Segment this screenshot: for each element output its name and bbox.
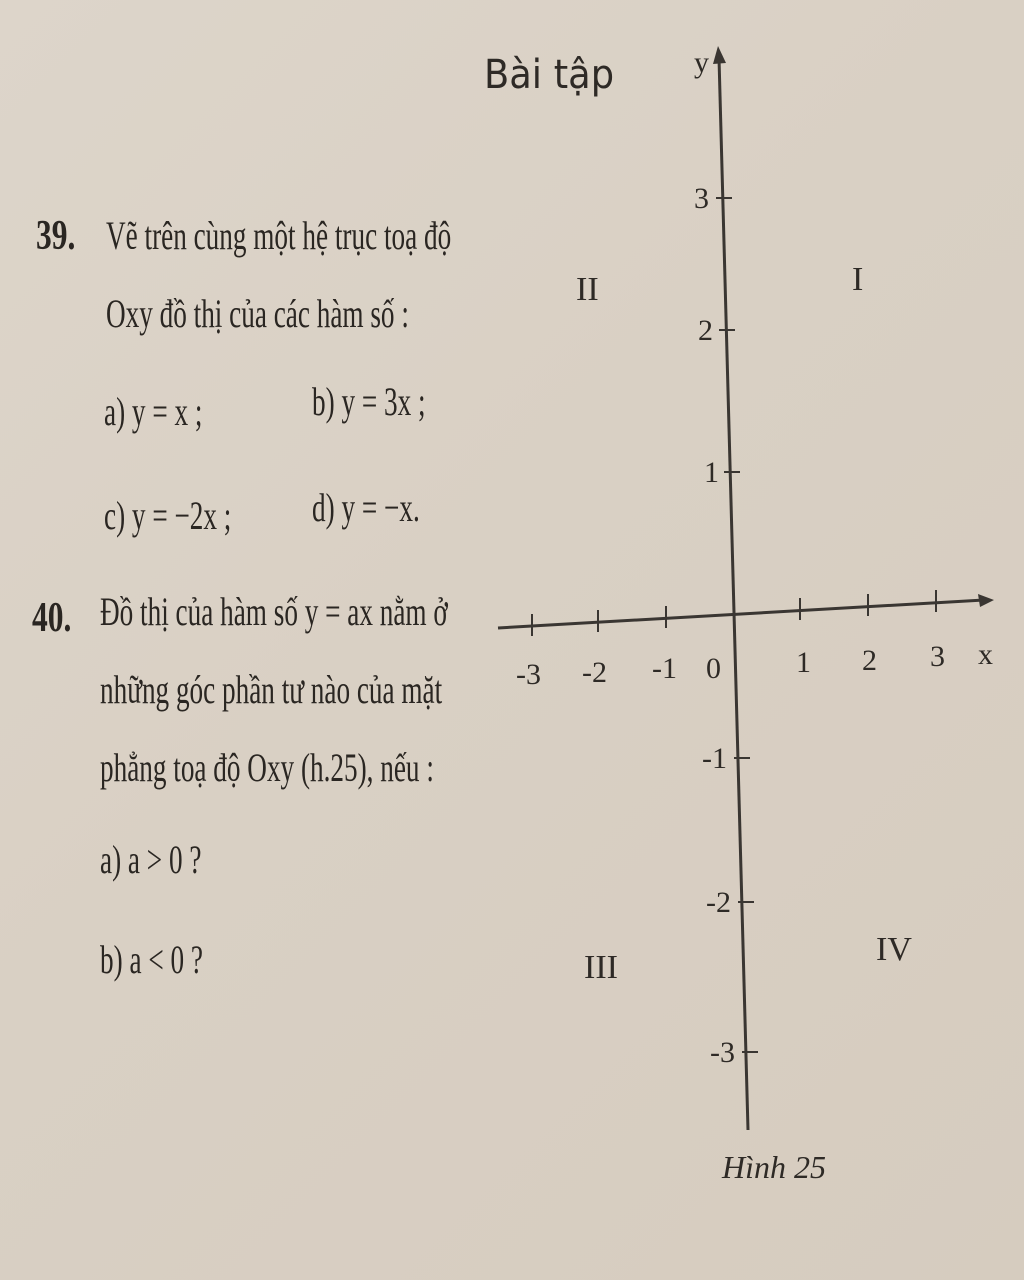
y-axis-label: y xyxy=(694,46,709,79)
exercise-39-line1: Vẽ trên cùng một hệ trục toạ độ xyxy=(106,213,452,258)
quadrant-label-IV: IV xyxy=(876,931,912,968)
exercise-40-line2: những góc phần tư nào của mặt xyxy=(100,667,443,712)
x-tick-label: 2 xyxy=(862,644,877,677)
exercise-40-part-a: a) a > 0 ? xyxy=(100,837,202,882)
y-tick-label: 1 xyxy=(704,456,719,489)
y-tick-label: -3 xyxy=(710,1036,735,1069)
exercise-39-part-d: d) y = −x. xyxy=(312,485,420,530)
x-axis-label: x xyxy=(978,638,993,671)
x-tick-label: -1 xyxy=(652,652,677,685)
exercise-39-line2: Oxy đồ thị của các hàm số : xyxy=(106,291,409,336)
y-tick-label: 3 xyxy=(694,182,709,215)
x-axis xyxy=(498,600,984,628)
x-axis-arrow-icon xyxy=(978,594,994,607)
exercise-39-part-b: b) y = 3x ; xyxy=(312,379,426,424)
y-tick-label: 2 xyxy=(698,314,713,347)
x-tick-label: 3 xyxy=(930,640,945,673)
y-tick-label: -2 xyxy=(706,886,731,919)
quadrant-label-I: I xyxy=(852,261,864,298)
x-tick-label: 1 xyxy=(796,646,811,679)
x-tick-label: -2 xyxy=(582,656,607,689)
exercise-39-part-a: a) y = x ; xyxy=(104,389,203,434)
exercise-40-number: 40. xyxy=(32,595,72,641)
y-axis-arrow-icon xyxy=(713,46,726,64)
section-heading: Bài tập xyxy=(484,52,615,98)
exercise-40-line1: Đồ thị của hàm số y = ax nằm ở xyxy=(100,589,448,634)
exercise-39-number: 39. xyxy=(36,213,76,259)
quadrant-label-III: III xyxy=(584,949,618,986)
y-axis xyxy=(719,58,748,1130)
quadrant-label-II: II xyxy=(576,271,599,308)
exercise-39-part-c: c) y = −2x ; xyxy=(104,493,232,538)
figure-caption: Hình 25 xyxy=(722,1149,826,1185)
x-tick-label: -3 xyxy=(516,658,541,691)
origin-label: 0 xyxy=(706,652,721,685)
exercise-40-part-b: b) a < 0 ? xyxy=(100,937,203,982)
exercise-40-line3: phẳng toạ độ Oxy (h.25), nếu : xyxy=(100,745,434,790)
y-tick-label: -1 xyxy=(702,742,727,775)
